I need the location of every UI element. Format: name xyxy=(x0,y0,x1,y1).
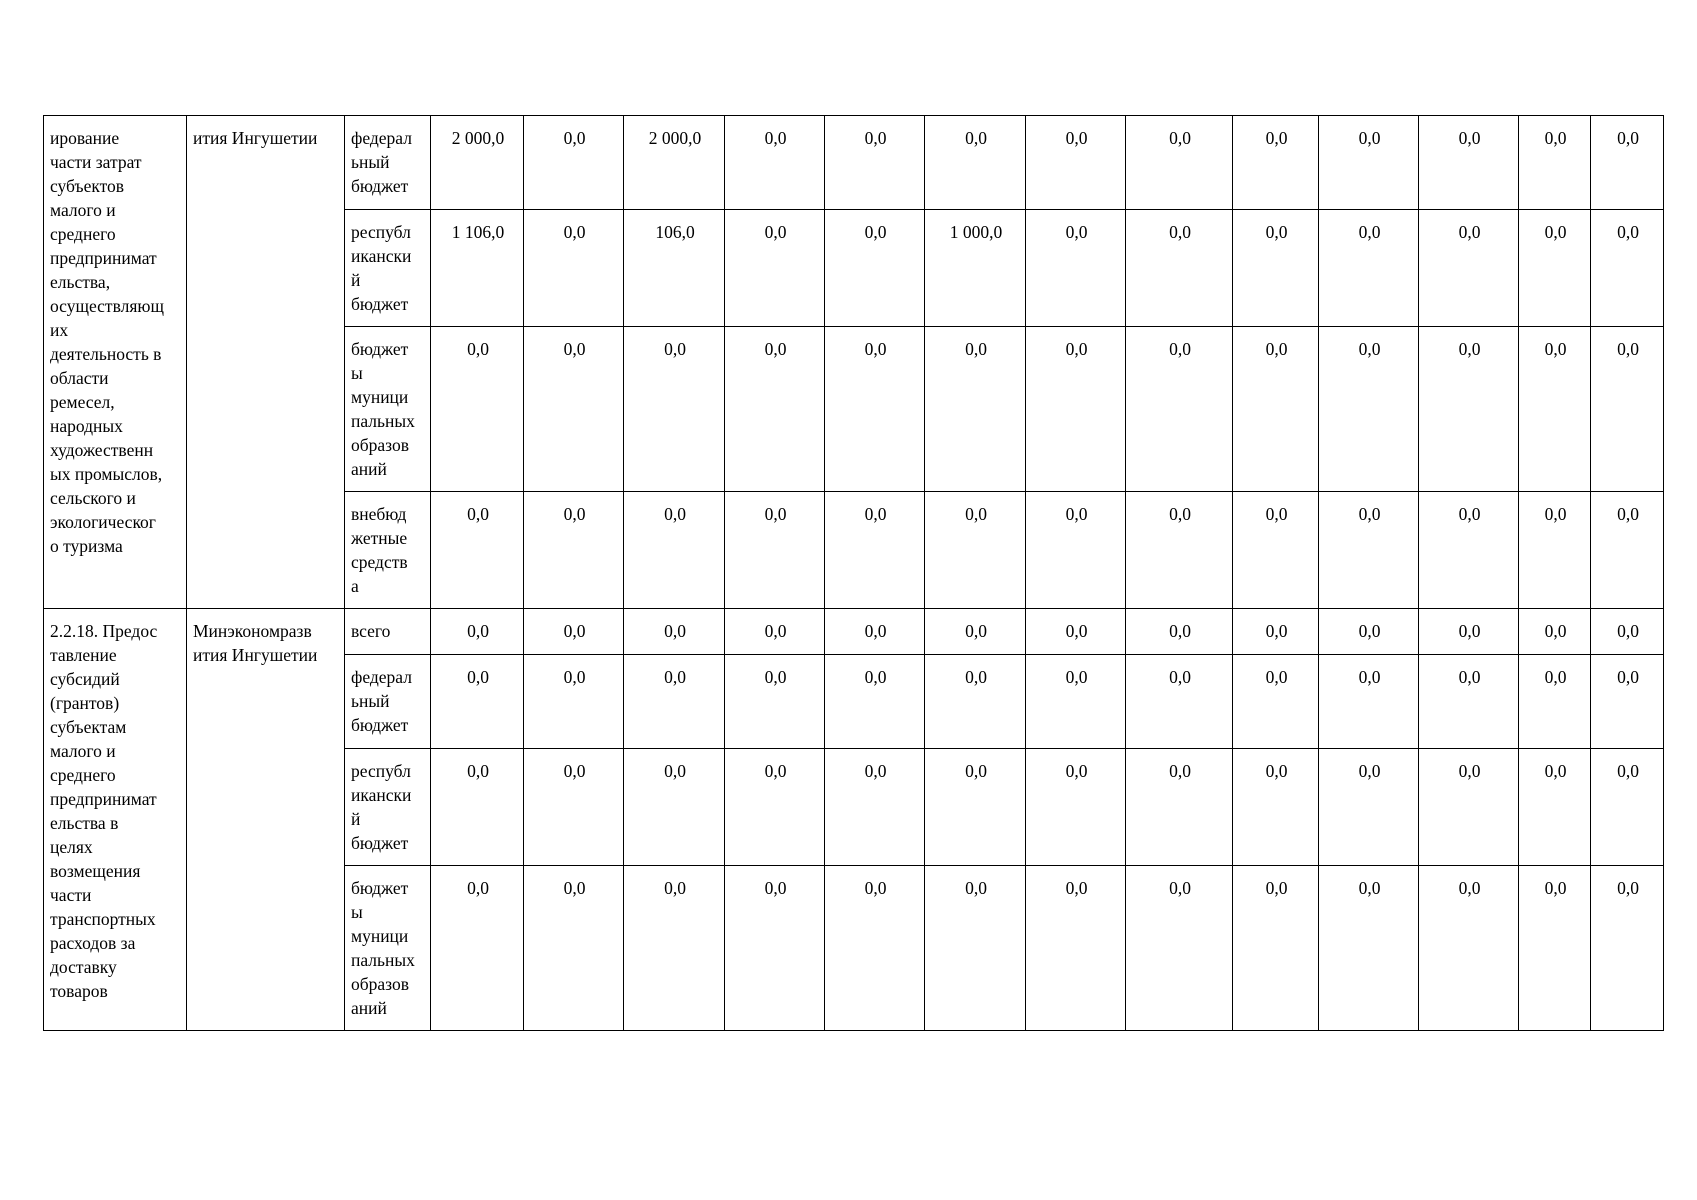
value-cell: 0,0 xyxy=(1519,116,1591,210)
value-cell: 0,0 xyxy=(1126,866,1233,1031)
value-cell: 0,0 xyxy=(925,492,1026,609)
value-cell: 0,0 xyxy=(624,749,725,866)
value-cell: 0,0 xyxy=(1319,609,1419,655)
value-cell: 0,0 xyxy=(925,327,1026,492)
value-cell: 0,0 xyxy=(431,866,524,1031)
value-cell: 0,0 xyxy=(1519,655,1591,749)
value-cell: 0,0 xyxy=(1026,609,1126,655)
funding-source: федерал ьный бюджет xyxy=(351,667,412,735)
value-cell: 0,0 xyxy=(1319,116,1419,210)
funding-source: внебюд жетные средств а xyxy=(351,504,408,596)
value-cell: 0,0 xyxy=(1233,116,1319,210)
value-cell: 0,0 xyxy=(1591,210,1664,327)
value-cell: 0,0 xyxy=(1591,492,1664,609)
value-cell: 1 000,0 xyxy=(925,210,1026,327)
value-cell: 0,0 xyxy=(431,749,524,866)
value-cell: 0,0 xyxy=(925,116,1026,210)
value-cell: 0,0 xyxy=(524,866,624,1031)
value-cell: 0,0 xyxy=(725,327,825,492)
table-row xyxy=(44,116,1664,210)
value-cell: 0,0 xyxy=(1026,655,1126,749)
value-cell: 0,0 xyxy=(925,609,1026,655)
value-cell: 0,0 xyxy=(1233,749,1319,866)
value-cell: 0,0 xyxy=(1319,655,1419,749)
value-cell: 0,0 xyxy=(725,116,825,210)
funding-source-cell xyxy=(345,866,431,1031)
value-cell: 0,0 xyxy=(1026,210,1126,327)
value-cell: 0,0 xyxy=(1126,116,1233,210)
value-cell: 0,0 xyxy=(825,866,925,1031)
value-cell: 2 000,0 xyxy=(431,116,524,210)
funding-source-cell xyxy=(345,655,431,749)
value-cell: 0,0 xyxy=(1419,116,1519,210)
budget-table xyxy=(43,115,1664,1031)
funding-source: всего xyxy=(351,621,391,641)
value-cell: 1 106,0 xyxy=(431,210,524,327)
funding-source-cell xyxy=(345,327,431,492)
value-cell: 0,0 xyxy=(1319,866,1419,1031)
value-cell: 0,0 xyxy=(1233,327,1319,492)
measure-name-cell xyxy=(44,116,187,609)
value-cell: 106,0 xyxy=(624,210,725,327)
value-cell: 0,0 xyxy=(1126,609,1233,655)
value-cell: 0,0 xyxy=(1591,609,1664,655)
measure-name-cell xyxy=(44,609,187,1031)
value-cell: 0,0 xyxy=(1419,866,1519,1031)
executor-name: ития Ингушетии xyxy=(193,128,318,148)
value-cell: 0,0 xyxy=(1419,210,1519,327)
value-cell: 0,0 xyxy=(825,655,925,749)
value-cell: 0,0 xyxy=(1026,866,1126,1031)
value-cell: 0,0 xyxy=(1519,609,1591,655)
value-cell: 0,0 xyxy=(524,210,624,327)
value-cell: 0,0 xyxy=(1126,749,1233,866)
funding-source: республ икански й бюджет xyxy=(351,761,412,853)
value-cell: 0,0 xyxy=(825,609,925,655)
value-cell: 0,0 xyxy=(524,749,624,866)
value-cell: 0,0 xyxy=(1026,116,1126,210)
value-cell: 0,0 xyxy=(1591,327,1664,492)
executor-cell xyxy=(187,116,345,609)
value-cell: 0,0 xyxy=(431,492,524,609)
table-body xyxy=(44,116,1664,1031)
value-cell: 0,0 xyxy=(1126,492,1233,609)
value-cell: 2 000,0 xyxy=(624,116,725,210)
funding-source-cell xyxy=(345,492,431,609)
value-cell: 0,0 xyxy=(431,655,524,749)
value-cell: 0,0 xyxy=(1026,327,1126,492)
value-cell: 0,0 xyxy=(1319,492,1419,609)
value-cell: 0,0 xyxy=(1233,655,1319,749)
value-cell: 0,0 xyxy=(925,749,1026,866)
value-cell: 0,0 xyxy=(1126,655,1233,749)
funding-source-cell xyxy=(345,116,431,210)
executor-name: Минэкономразв ития Ингушетии xyxy=(193,621,318,665)
measure-name: ирование части затрат субъектов малого и среднего предпринимат ельства, осуществляющ их деятельность в области ремесел, народных художественн ых промыслов, сельского и экологическог о туризма xyxy=(50,128,164,556)
value-cell: 0,0 xyxy=(725,866,825,1031)
funding-source: бюджет ы муници пальных образов аний xyxy=(351,339,415,479)
value-cell: 0,0 xyxy=(431,609,524,655)
value-cell: 0,0 xyxy=(1026,492,1126,609)
value-cell: 0,0 xyxy=(1026,749,1126,866)
value-cell: 0,0 xyxy=(925,866,1026,1031)
value-cell: 0,0 xyxy=(524,609,624,655)
value-cell: 0,0 xyxy=(1126,327,1233,492)
value-cell: 0,0 xyxy=(725,492,825,609)
table-row xyxy=(44,609,1664,655)
value-cell: 0,0 xyxy=(624,492,725,609)
funding-source: республ икански й бюджет xyxy=(351,222,412,314)
measure-name: 2.2.18. Предос тавление субсидий (грантов) субъектам малого и среднего предпринимат ельства в целях возмещения части транспортных расходов за доставку товаров xyxy=(50,621,158,1001)
value-cell: 0,0 xyxy=(1419,492,1519,609)
value-cell: 0,0 xyxy=(1591,866,1664,1031)
value-cell: 0,0 xyxy=(1319,210,1419,327)
value-cell: 0,0 xyxy=(825,492,925,609)
value-cell: 0,0 xyxy=(825,749,925,866)
funding-source-cell xyxy=(345,609,431,655)
value-cell: 0,0 xyxy=(1319,327,1419,492)
value-cell: 0,0 xyxy=(825,210,925,327)
value-cell: 0,0 xyxy=(725,210,825,327)
value-cell: 0,0 xyxy=(1233,492,1319,609)
value-cell: 0,0 xyxy=(431,327,524,492)
value-cell: 0,0 xyxy=(624,655,725,749)
value-cell: 0,0 xyxy=(1419,327,1519,492)
value-cell: 0,0 xyxy=(1591,655,1664,749)
value-cell: 0,0 xyxy=(524,116,624,210)
value-cell: 0,0 xyxy=(1319,749,1419,866)
value-cell: 0,0 xyxy=(624,609,725,655)
value-cell: 0,0 xyxy=(725,749,825,866)
value-cell: 0,0 xyxy=(725,609,825,655)
value-cell: 0,0 xyxy=(725,655,825,749)
value-cell: 0,0 xyxy=(1233,210,1319,327)
funding-source: федерал ьный бюджет xyxy=(351,128,412,196)
value-cell: 0,0 xyxy=(1419,609,1519,655)
value-cell: 0,0 xyxy=(1126,210,1233,327)
value-cell: 0,0 xyxy=(1233,609,1319,655)
executor-cell xyxy=(187,609,345,1031)
funding-source-cell xyxy=(345,210,431,327)
value-cell: 0,0 xyxy=(1519,492,1591,609)
value-cell: 0,0 xyxy=(825,116,925,210)
value-cell: 0,0 xyxy=(1519,749,1591,866)
value-cell: 0,0 xyxy=(524,655,624,749)
value-cell: 0,0 xyxy=(624,866,725,1031)
value-cell: 0,0 xyxy=(1519,210,1591,327)
value-cell: 0,0 xyxy=(1519,327,1591,492)
value-cell: 0,0 xyxy=(624,327,725,492)
value-cell: 0,0 xyxy=(1591,749,1664,866)
value-cell: 0,0 xyxy=(524,492,624,609)
value-cell: 0,0 xyxy=(1233,866,1319,1031)
value-cell: 0,0 xyxy=(1591,116,1664,210)
value-cell: 0,0 xyxy=(1419,749,1519,866)
value-cell: 0,0 xyxy=(524,327,624,492)
value-cell: 0,0 xyxy=(1419,655,1519,749)
value-cell: 0,0 xyxy=(1519,866,1591,1031)
funding-source-cell xyxy=(345,749,431,866)
value-cell: 0,0 xyxy=(925,655,1026,749)
value-cell: 0,0 xyxy=(825,327,925,492)
funding-source: бюджет ы муници пальных образов аний xyxy=(351,878,415,1018)
